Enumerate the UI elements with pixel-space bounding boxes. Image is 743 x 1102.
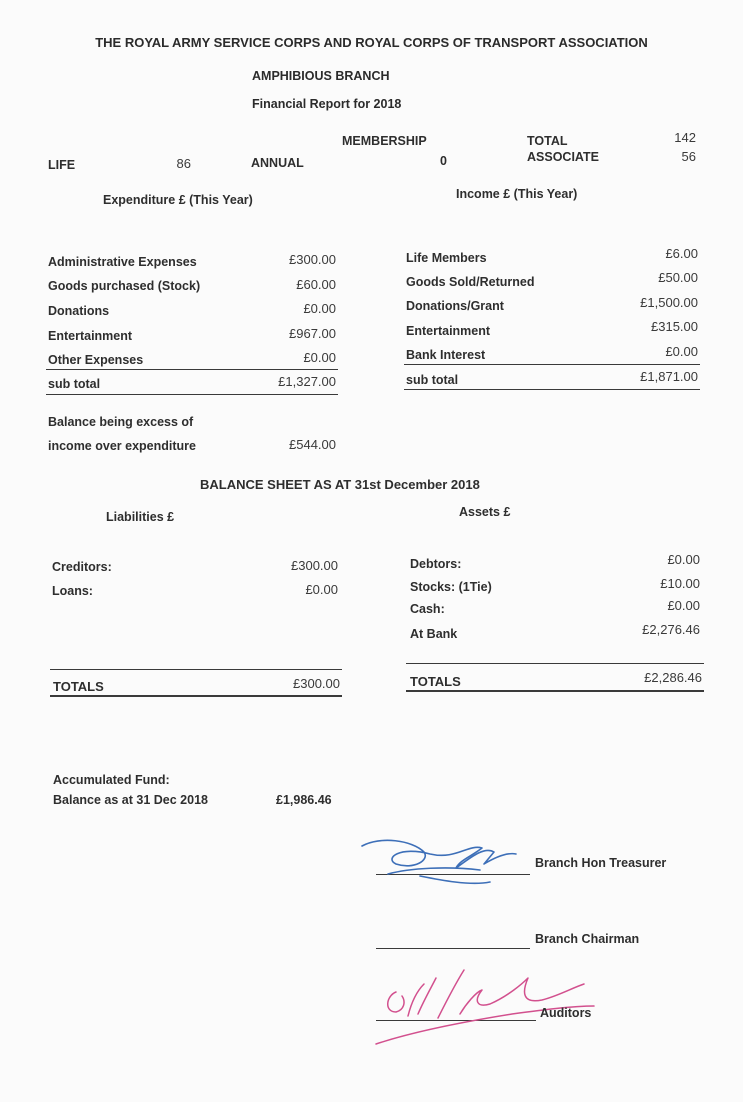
liabilities-underline	[50, 695, 342, 697]
expenditure-row-label: Other Expenses	[48, 353, 144, 367]
expenditure-heading: Expenditure £ (This Year)	[103, 193, 253, 207]
asset-row-label: Debtors:	[410, 557, 462, 571]
income-row-value: £6.00	[665, 246, 698, 261]
auditors-signature	[372, 956, 612, 1046]
liabilities-total-label: TOTALS	[53, 679, 104, 694]
fund-line-2: Balance as at 31 Dec 2018	[53, 793, 208, 807]
liabilities-total-value: £300.00	[293, 676, 340, 691]
auditors-label: Auditors	[540, 1006, 592, 1020]
liabilities-divider	[50, 669, 342, 670]
expenditure-divider	[46, 369, 338, 370]
income-row-label: Donations/Grant	[406, 299, 504, 313]
treasurer-signature	[360, 830, 540, 890]
expenditure-row-value: £967.00	[289, 326, 336, 341]
expenditure-subtotal-value: £1,327.00	[278, 374, 336, 389]
income-row-value: £1,500.00	[640, 295, 698, 310]
income-row-label: Life Members	[406, 251, 487, 265]
associate-value: 56	[681, 149, 696, 164]
assets-total-label: TOTALS	[410, 674, 461, 689]
assets-total-value: £2,286.46	[644, 670, 702, 685]
total-value: 142	[674, 130, 696, 145]
asset-row-value: £10.00	[660, 576, 700, 591]
expenditure-row-value: £0.00	[303, 350, 336, 365]
income-divider	[404, 364, 700, 365]
income-row-value: £315.00	[651, 319, 698, 334]
income-row-label: Entertainment	[406, 324, 491, 338]
expenditure-row-label: Donations	[48, 304, 110, 318]
balance-line-2: income over expenditure	[48, 439, 196, 453]
asset-row-value: £0.00	[667, 598, 700, 613]
balance-line-1: Balance being excess of	[48, 415, 194, 429]
liability-row-label: Loans:	[52, 584, 93, 598]
expenditure-underline	[46, 394, 338, 395]
income-heading: Income £ (This Year)	[456, 187, 578, 201]
expenditure-row-label: Entertainment	[48, 329, 133, 343]
income-row-label: Bank Interest	[406, 348, 486, 362]
asset-row-value: £0.00	[667, 552, 700, 567]
annual-value: 0	[440, 154, 447, 168]
life-label: LIFE	[48, 158, 76, 172]
liability-row-label: Creditors:	[52, 560, 112, 574]
balance-value: £544.00	[289, 437, 336, 452]
expenditure-subtotal-label: sub total	[48, 377, 101, 391]
expenditure-row-value: £0.00	[303, 301, 336, 316]
total-label: TOTAL	[527, 134, 568, 148]
liability-row-value: £300.00	[291, 558, 338, 573]
association-title: THE ROYAL ARMY SERVICE CORPS AND ROYAL CORPS OF TRANSPORT ASSOCIATION	[95, 35, 648, 50]
membership-heading: MEMBERSHIP	[342, 134, 427, 148]
annual-label: ANNUAL	[251, 156, 304, 170]
assets-divider	[406, 663, 704, 664]
branch-title: AMPHIBIOUS BRANCH	[252, 69, 390, 83]
liability-row-value: £0.00	[305, 582, 338, 597]
expenditure-row-value: £60.00	[296, 277, 336, 292]
income-row-label: Goods Sold/Returned	[406, 275, 535, 289]
asset-row-label: At Bank	[410, 627, 458, 641]
assets-underline	[406, 690, 704, 692]
income-row-value: £0.00	[665, 344, 698, 359]
fund-line-1: Accumulated Fund:	[53, 773, 170, 787]
treasurer-label: Branch Hon Treasurer	[535, 856, 667, 870]
expenditure-row-label: Goods purchased (Stock)	[48, 279, 201, 293]
report-title: Financial Report for 2018	[252, 97, 402, 111]
asset-row-label: Stocks: (1Tie)	[410, 580, 492, 594]
income-underline	[404, 389, 700, 390]
chairman-signature-line	[376, 948, 530, 949]
assets-heading: Assets £	[459, 505, 511, 519]
liabilities-heading: Liabilities £	[106, 510, 175, 524]
asset-row-label: Cash:	[410, 602, 445, 616]
chairman-label: Branch Chairman	[535, 932, 640, 946]
expenditure-row-label: Administrative Expenses	[48, 255, 197, 269]
income-subtotal-label: sub total	[406, 373, 459, 387]
associate-label: ASSOCIATE	[527, 150, 599, 164]
income-row-value: £50.00	[658, 270, 698, 285]
asset-row-value: £2,276.46	[642, 622, 700, 637]
income-subtotal-value: £1,871.00	[640, 369, 698, 384]
balance-sheet-heading: BALANCE SHEET AS AT 31st December 2018	[200, 477, 480, 492]
life-value: 86	[176, 156, 191, 171]
fund-value: £1,986.46	[276, 793, 332, 807]
expenditure-row-value: £300.00	[289, 252, 336, 267]
